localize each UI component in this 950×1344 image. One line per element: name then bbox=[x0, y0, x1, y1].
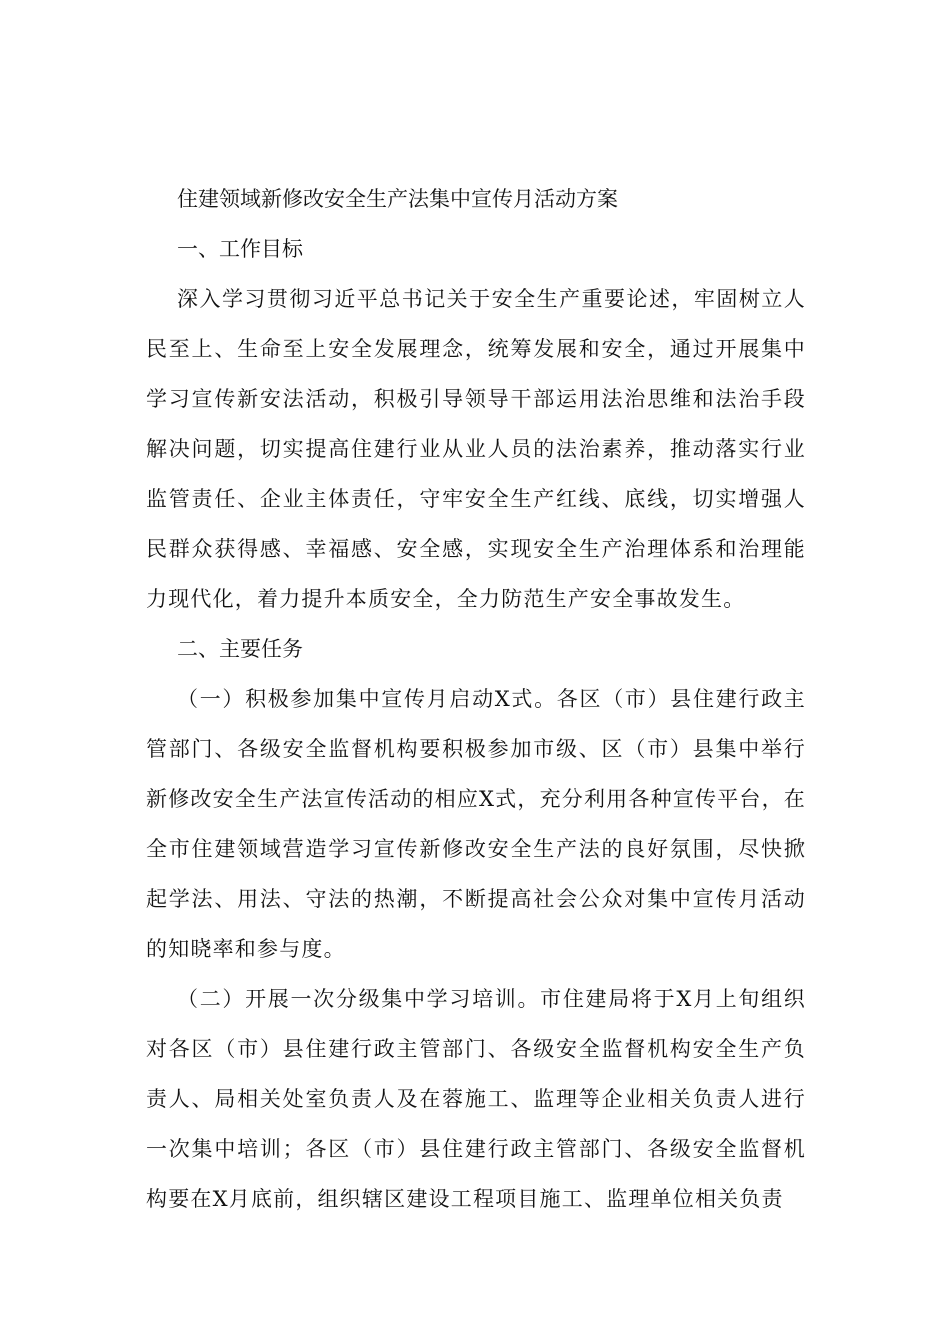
paragraph-task-2: （二）开展一次分级集中学习培训。市住建局将于X月上旬组织对各区（市）县住建行政主管部门、各级安全监督机构安全生产负责人、局相关处室负责人及在蓉施工、监理等企业相关负责人进行一次集中培训；各区（市）县住建行政主管部门、各级安全监督机构要在X月底前，组织辖区建设工程项目施工、监理单位相关负责 bbox=[146, 987, 806, 1211]
paragraph-work-goal: 深入学习贯彻习近平总书记关于安全生产重要论述，牢固树立人民至上、生命至上安全发展理念，统筹发展和安全，通过开展集中学习宣传新安法活动，积极引导领导干部运用法治思维和法治手段解决问题，切实提高住建行业从业人员的法治素养，推动落实行业监管责任、企业主体责任，守牢安全生产红线、底线，切实增强人民群众获得感、幸福感、安全感，实现安全生产治理体系和治理能力现代化，着力提升本质安全，全力防范生产安全事故发生。 bbox=[146, 287, 806, 611]
section-heading-main-tasks: 二、主要任务 bbox=[177, 637, 303, 661]
document-body bbox=[146, 174, 806, 1224]
document-title: 住建领域新修改安全生产法集中宣传月活动方案 bbox=[177, 187, 618, 211]
paragraph-task-1: （一）积极参加集中宣传月启动X式。各区（市）县住建行政主管部门、各级安全监督机构要积极参加市级、区（市）县集中举行新修改安全生产法宣传活动的相应X式，充分利用各种宣传平台，在全市住建领域营造学习宣传新修改安全生产法的良好氛围，尽快掀起学法、用法、守法的热潮，不断提高社会公众对集中宣传月活动的知晓率和参与度。 bbox=[146, 687, 806, 961]
section-heading-work-goal: 一、工作目标 bbox=[177, 237, 303, 261]
